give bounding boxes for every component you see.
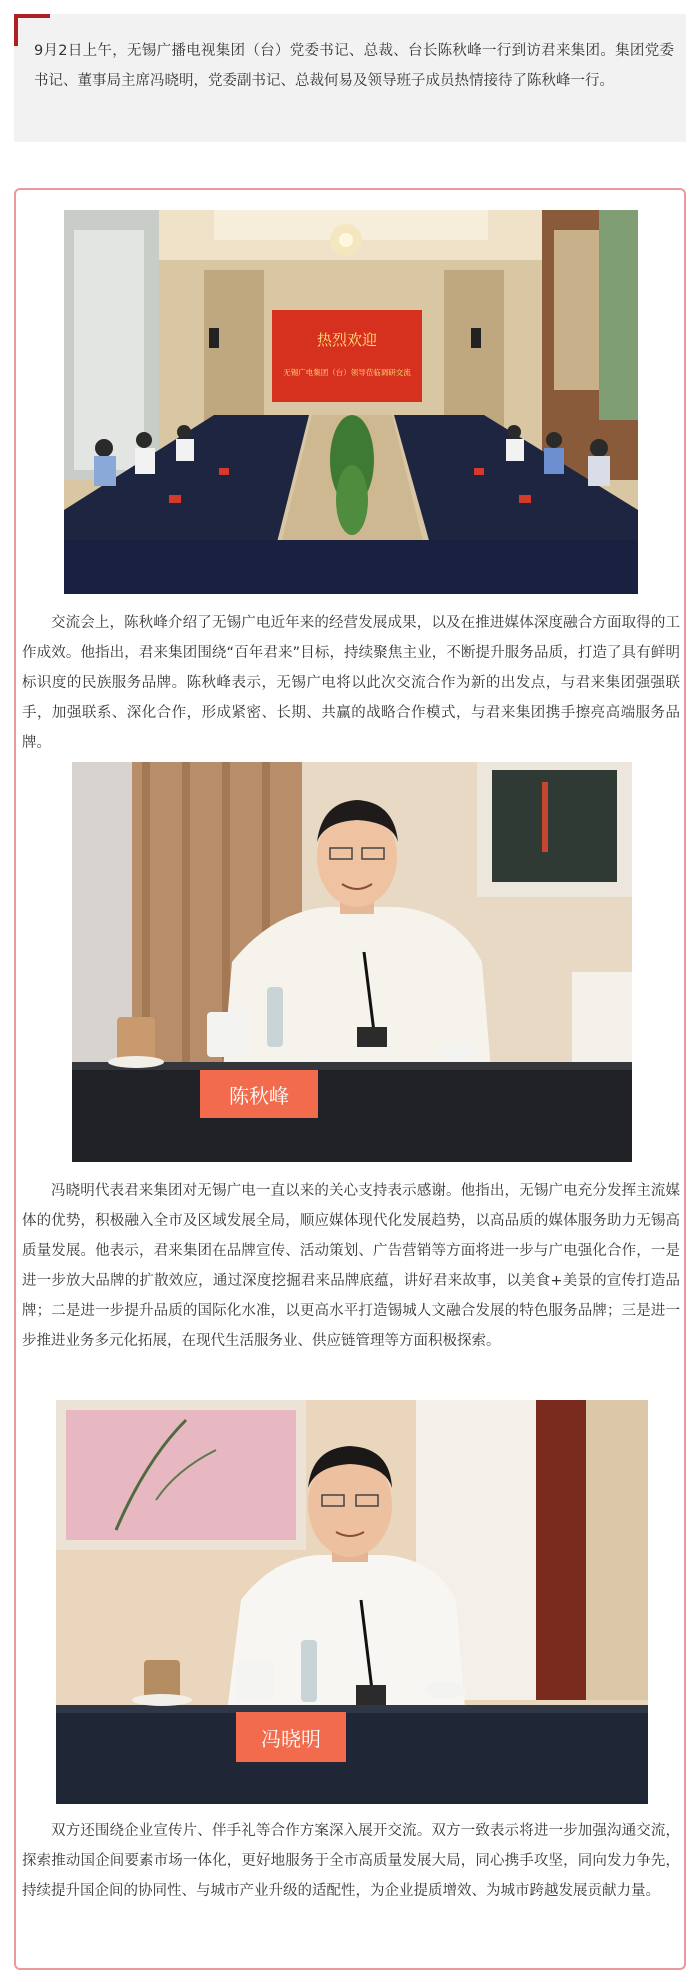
nameplate-feng: 冯晓明 [261,1727,321,1751]
speaker-photo-feng [56,1400,648,1804]
paragraph-2: 冯晓明代表君来集团对无锡广电一直以来的关心支持表示感谢。他指出，无锡广电充分发挥主流媒体的优势，积极融入全市及区域发展全局，顺应媒体现代化发展趋势，以高品质的媒体服务助力无锡高质量发展。他表示，君来集团在品牌宣传、活动策划、广告营销等方面将进一步与广电强化合作，一是进一步放大品牌的扩散效应，通过深度挖掘君来品牌底蕴，讲好君来故事，以美食+美景的宣传打造品牌；二是进一步提升品质的国际化水准，以更高水平打造锡城人文融合发展的特色服务品牌；三是进一步推进业务多元化拓展，在现代生活服务业、供应链管理等方面积极探索。 [22,1183,680,1349]
speaker-photo-chen [72,762,632,1162]
welcome-banner-subtitle: 无锡广电集团（台）领导莅临调研交流 [283,368,411,377]
paragraph-3: 双方还围绕企业宣传片、伴手礼等合作方案深入展开交流。双方一致表示将进一步加强沟通交流，探索推动国企间要素市场一体化，更好地服务于全市高质量发展大局，同心携手攻坚，同向发力争先，持续提升国企间的协同性、与城市产业升级的适配性，为企业提质增效、为城市跨越发展贡献力量。 [22,1823,680,1899]
nameplate-chen: 陈秋峰 [229,1084,289,1108]
welcome-banner-title: 热烈欢迎 [316,331,378,349]
meeting-room-photo [64,210,638,594]
paragraph-1: 交流会上，陈秋峰介绍了无锡广电近年来的经营发展成果，以及在推进媒体深度融合方面取得的工作成效。他指出，君来集团围绕“百年君来”目标，持续聚焦主业，不断提升服务品质，打造了具有鲜明标识度的民族服务品牌。陈秋峰表示，无锡广电将以此次交流合作为新的出发点，与君来集团强强联手，加强联系、深化合作，形成紧密、长期、共赢的战略合作模式，与君来集团携手擦亮高端服务品牌。 [22,615,680,751]
intro-summary-box [14,14,686,142]
intro-text: 9月2日上午，无锡广播电视集团（台）党委书记、总裁、台长陈秋峰一行到访君来集团。集团党委书记、董事局主席冯晓明，党委副书记、总裁何易及领导班子成员热情接待了陈秋峰一行。 [34,43,674,89]
article-card [14,188,686,1970]
